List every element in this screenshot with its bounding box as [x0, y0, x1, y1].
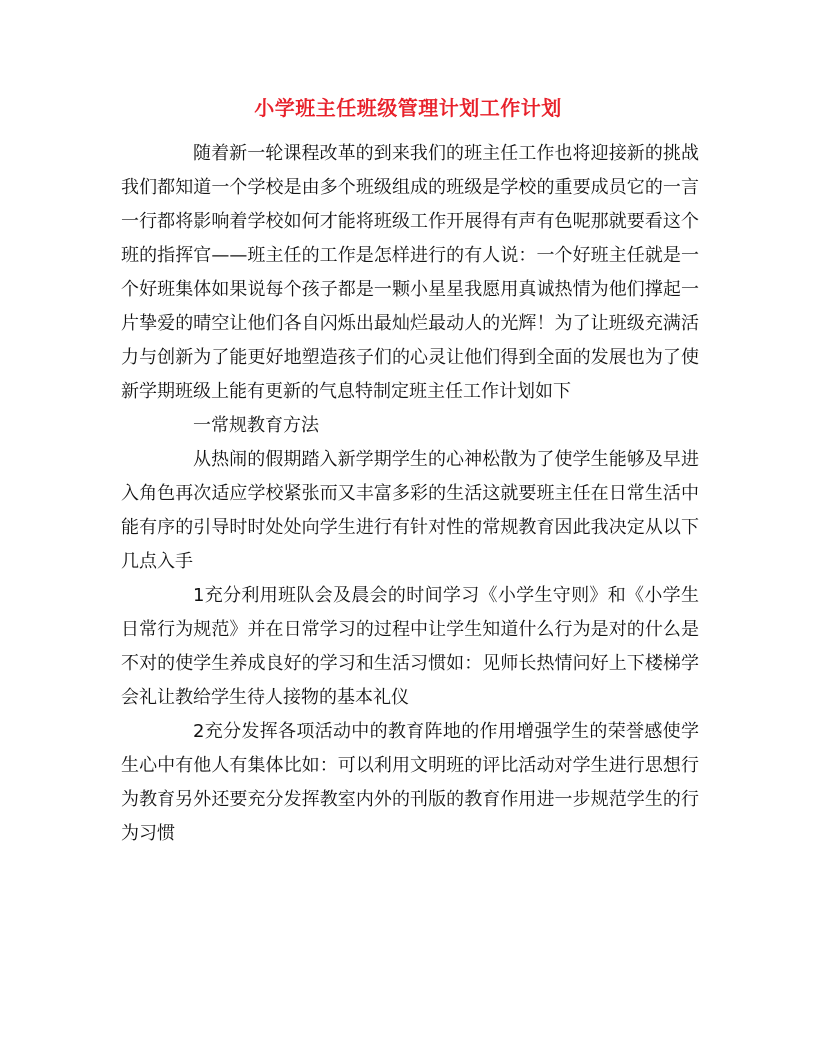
section-paragraph-3: 2充分发挥各项活动中的教育阵地的作用增强学生的荣誉感使学生心中有他人有集体比如：可以利用文明班的评比活动对学生进行思想行为教育另外还要充分发挥教室内外的刊版的教育作用进一步规范学生的行为习惯: [121, 721, 699, 844]
intro-paragraph: 随着新一轮课程改革的到来我们的班主任工作也将迎接新的挑战我们都知道一个学校是由多个班级组成的班级是学校的重要成员它的一言一行都将影响着学校如何才能将班级工作开展得有声有色呢那就要看这个班的指挥官——班主任的工作是怎样进行的有人说：一个好班主任就是一个好班集体如果说每个孩子都是一颗小星星我愿用真诚热情为他们撑起一片挚爱的晴空让他们各自闪烁出最灿烂最动人的光辉！为了让班级充满活力与创新为了能更好地塑造孩子们的心灵让他们得到全面的发展也为了使新学期班级上能有更新的气息特制定班主任工作计划如下: [121, 143, 699, 402]
section-paragraph-1: 从热闹的假期踏入新学期学生的心神松散为了使学生能够及早进入角色再次适应学校紧张而又丰富多彩的生活这就要班主任在日常生活中能有序的引导时时处处向学生进行有针对性的常规教育因此我决定从以下几点入手: [121, 449, 699, 572]
document-body: [121, 137, 699, 851]
section-paragraph-2: 1充分利用班队会及晨会的时间学习《小学生守则》和《小学生日常行为规范》并在日常学习的过程中让学生知道什么行为是对的什么是不对的使学生养成良好的学习和生活习惯如：见师长热情问好上下楼梯学会礼让教给学生待人接物的基本礼仪: [121, 585, 699, 708]
page-title: 小学班主任班级管理计划工作计划: [254, 96, 562, 120]
section-heading: 一常规教育方法: [193, 415, 319, 436]
